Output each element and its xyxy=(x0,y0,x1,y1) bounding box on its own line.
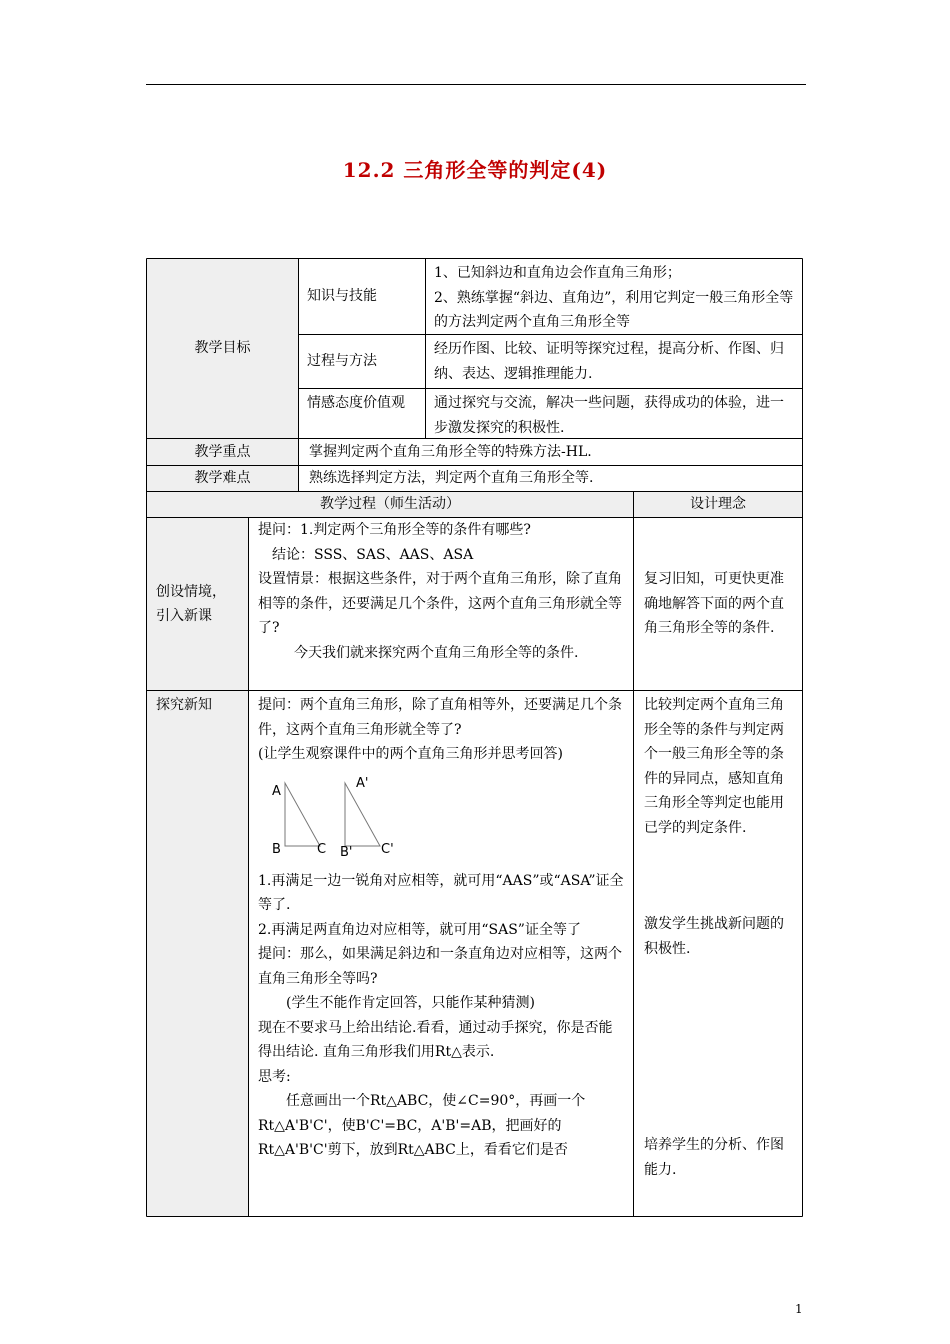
process-activity-header-text: 教学过程（师生活动） xyxy=(320,496,460,513)
objective-line: 2、熟练掌握“斜边、直角边”，利用它判定一般三角形全等的方法判定两个直角三角形全等 xyxy=(434,289,794,330)
objective-line: 经历作图、比较、证明等探究过程，提高分析、作图、归纳、表达、逻辑推理能力. xyxy=(434,341,784,382)
objective-name: 情感态度价值观 xyxy=(307,395,405,411)
triangle-abc xyxy=(285,783,320,846)
section1-today xyxy=(258,641,625,666)
key-point-content xyxy=(299,439,802,465)
section1-content xyxy=(249,518,633,690)
key-point-label-text: 教学重点 xyxy=(194,443,251,460)
section2-content xyxy=(249,693,633,1216)
label-a: A xyxy=(272,783,281,799)
section2-rationale3: 培养学生的分析、作图能力. xyxy=(644,1137,784,1178)
difficulty-label-text: 教学难点 xyxy=(194,470,251,487)
section2-now: 现在不要求马上给出结论.看看，通过动手探究，你是否能得出结论. 直角三角形我们用Rt△表示. xyxy=(258,1019,613,1060)
objective-row-knowledge-content xyxy=(426,261,802,334)
section1-label xyxy=(147,518,248,690)
section1-today-text: 今天我们就来探究两个直角三角形全等的条件. xyxy=(294,644,579,661)
label-c-prime: C' xyxy=(381,841,394,857)
section1-label-text: 创设情境，引入新课 xyxy=(156,583,226,624)
section1-setting: 设置情景：根据这些条件，对于两个直角三角形，除了直角相等的条件，还要满足几个条件，这两个直角三角形就全等了? xyxy=(258,571,622,636)
section2-point1: 1.再满足一边一锐角对应相等，就可用“AAS”或“ASA”证全等了. xyxy=(258,872,624,913)
process-rationale-header-text: 设计理念 xyxy=(690,496,746,513)
label-b: B xyxy=(272,841,281,857)
section1-rationale xyxy=(634,518,802,690)
section2-rationale xyxy=(634,693,802,1216)
objective-name: 过程与方法 xyxy=(307,353,377,370)
section2-question: 提问：两个直角三角形，除了直角相等外，还要满足几个条件，这两个直角三角形就全等了? xyxy=(258,697,622,738)
difficulty-label xyxy=(147,466,298,491)
objective-row-knowledge-name xyxy=(299,259,425,334)
section1-question: 提问：1.判定两个三角形全等的条件有哪些? xyxy=(258,522,531,538)
section2-task: 任意画出一个Rt△ABC，使∠C=90°，再画一个Rt△A'B'C'，使B'C'=BC，A'B'=AB，把画好的Rt△A'B'C'剪下，放到Rt△ABC上，看看它们是否 xyxy=(258,1093,586,1158)
objective-row-process-content xyxy=(426,337,802,388)
label-c: C xyxy=(317,841,327,857)
page-number: 1 xyxy=(795,1302,803,1316)
label-b-prime: B' xyxy=(340,844,353,860)
key-point-text: 掌握判定两个直角三角形全等的特殊方法-HL. xyxy=(309,443,592,460)
objectives-label-text: 教学目标 xyxy=(194,340,251,357)
label-a-prime: A' xyxy=(356,775,369,791)
section1-rationale-text: 复习旧知，可更快更准确地解答下面的两个直角三角形全等的条件. xyxy=(644,571,784,637)
section2-think: 思考: xyxy=(258,1068,291,1085)
objective-line: 1、已知斜边和直角边会作直角三角形； xyxy=(434,265,681,281)
objective-line: 通过探究与交流，解决一些问题，获得成功的体验，进一步激发探究的积极性. xyxy=(434,395,784,436)
difficulty-text: 熟练选择判定方法，判定两个直角三角形全等. xyxy=(309,470,594,487)
triangle-a2b2c2 xyxy=(345,783,380,846)
process-rationale-header xyxy=(634,492,802,517)
objective-row-attitude-name xyxy=(299,391,425,438)
section2-rationale1: 比较判定两个直角三角形全等的条件与判定两个一般三角形全等的条件的异同点，感知直角三角形全等判定也能用已学的判定条件. xyxy=(644,697,784,836)
triangles-figure xyxy=(258,769,618,865)
key-point-label xyxy=(147,439,298,465)
section1-conclusion: 结论：SSS、SAS、AAS、ASA xyxy=(272,546,474,563)
objective-name: 知识与技能 xyxy=(307,288,377,305)
section2-label xyxy=(147,691,248,1216)
section2-question2: 提问：那么，如果满足斜边和一条直角边对应相等，这两个直角三角形全等吗? xyxy=(258,946,622,987)
objective-row-attitude-content xyxy=(426,391,802,438)
section2-observe: (让学生观察课件中的两个直角三角形并思考回答) xyxy=(258,746,563,762)
difficulty-content xyxy=(299,466,802,491)
section2-guess: (学生不能作肯定回答，只能作某种猜测) xyxy=(286,995,535,1011)
objectives-label xyxy=(147,259,298,438)
process-activity-header xyxy=(147,492,633,517)
section2-point2: 2.再满足两直角边对应相等，就可用“SAS”证全等了 xyxy=(258,921,581,938)
section2-rationale2: 激发学生挑战新问题的积极性. xyxy=(644,916,784,957)
lesson-title: 12.2 三角形全等的判定(4) xyxy=(342,158,608,182)
section2-label-text: 探究新知 xyxy=(156,697,212,713)
objective-row-process-name xyxy=(299,335,425,388)
